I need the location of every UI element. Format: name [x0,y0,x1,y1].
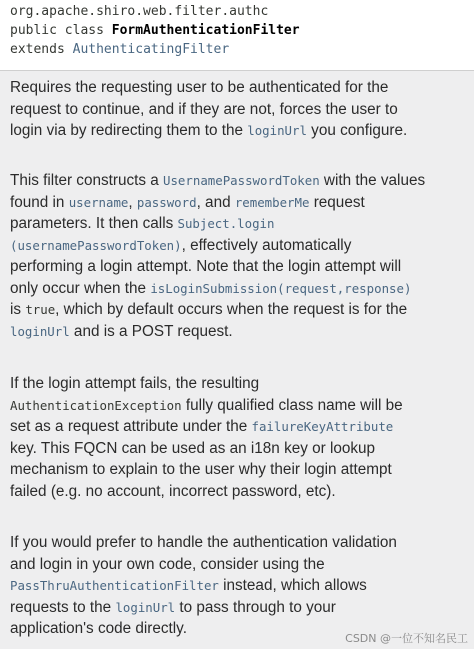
class-name: FormAuthenticationFilter [111,23,300,38]
text-fragment: This filter constructs a [10,172,164,189]
text-line [10,192,472,214]
text-line: If the login attempt fails, the resulting [10,375,260,392]
text-line [10,170,472,192]
text-fragment: requests to the [10,598,116,616]
subject-login-args-code-link[interactable]: (usernamePasswordToken) [10,237,182,253]
text-fragment: with the values [319,172,426,189]
usernamepasswordtoken-code-link[interactable]: UsernamePasswordToken [163,173,320,188]
text-line [10,213,472,235]
text-fragment: login via by redirecting them to the [10,122,248,139]
text-fragment: , [128,193,137,211]
username-code-link[interactable]: username [68,194,129,210]
extends-keyword: extends [10,42,73,57]
text-line [10,120,472,142]
text-line [10,321,472,343]
text-fragment: found in [10,193,69,211]
text-fragment: only occur when the [10,279,151,297]
text-line [10,416,472,438]
text-line [10,299,472,321]
isloginsubmission-code-link[interactable]: isLoginSubmission(request,response) [150,280,412,296]
text-line: Requires the requesting user to be authenticated for the [10,79,389,96]
true-code: true [25,302,56,317]
text-line [10,597,472,619]
text-fragment: fully qualified class name will be [181,396,403,414]
password-code-link[interactable]: password [136,194,197,210]
class-description-panel [0,70,474,649]
text-line: application's code directly. [10,620,187,637]
text-fragment: request [309,193,365,211]
authenticationexception-code: AuthenticationException [10,397,182,413]
text-line: failed (e.g. no account, incorrect password, etc). [10,482,336,500]
superclass-link[interactable]: AuthenticatingFilter [72,42,230,57]
text-line: request to continue, and if they are not, forces the user to [10,100,398,118]
text-line [10,235,472,257]
text-line: mechanism to explain to the user why their login attempt [10,461,392,478]
csdn-watermark: CSDN @一位不知名民工 [345,632,468,645]
text-fragment: to pass through to your [175,598,336,616]
text-fragment: , and [196,193,235,211]
text-fragment: , which by default occurs when the request is for the [55,301,408,318]
loginurl-code-link[interactable]: loginUrl [247,123,307,138]
text-line [10,395,472,417]
text-line [10,278,472,300]
text-line: performing a login attempt. Note that the login attempt will [10,258,402,275]
package-name: org.apache.shiro.web.filter.authc [10,4,269,19]
text-fragment: you configure. [306,122,408,139]
text-fragment: is [10,301,26,318]
loginurl-code-link[interactable]: loginUrl [10,323,70,339]
text-line: If you would prefer to handle the authentication validation [10,534,397,551]
loginurl-code-link[interactable]: loginUrl [115,599,176,615]
text-line: key. This FQCN can be used as an i18n key or lookup [10,439,376,457]
description-paragraph-2 [10,170,472,342]
class-modifiers: public class [10,23,112,38]
rememberme-code-link[interactable]: rememberMe [234,194,310,210]
text-fragment: and is a POST request. [69,322,233,340]
description-paragraph-3 [10,373,472,502]
text-line: and login in your own code, consider using the [10,555,325,573]
description-paragraph-1 [10,77,472,142]
class-signature [10,21,300,40]
text-fragment: set as a request attribute under the [10,418,252,435]
text-fragment: , effectively automatically [181,236,352,254]
extends-clause [10,40,229,59]
failurekeyattribute-code-link[interactable]: failureKeyAttribute [251,419,394,434]
text-fragment: parameters. It then calls [10,215,178,232]
text-fragment: instead, which allows [218,577,367,594]
text-line [10,575,472,597]
class-declaration-header [0,0,474,69]
description-paragraph-4 [10,532,472,640]
subject-login-code-link[interactable]: Subject.login [177,216,275,231]
passthruauthenticationfilter-code-link[interactable]: PassThruAuthenticationFilter [10,578,219,593]
